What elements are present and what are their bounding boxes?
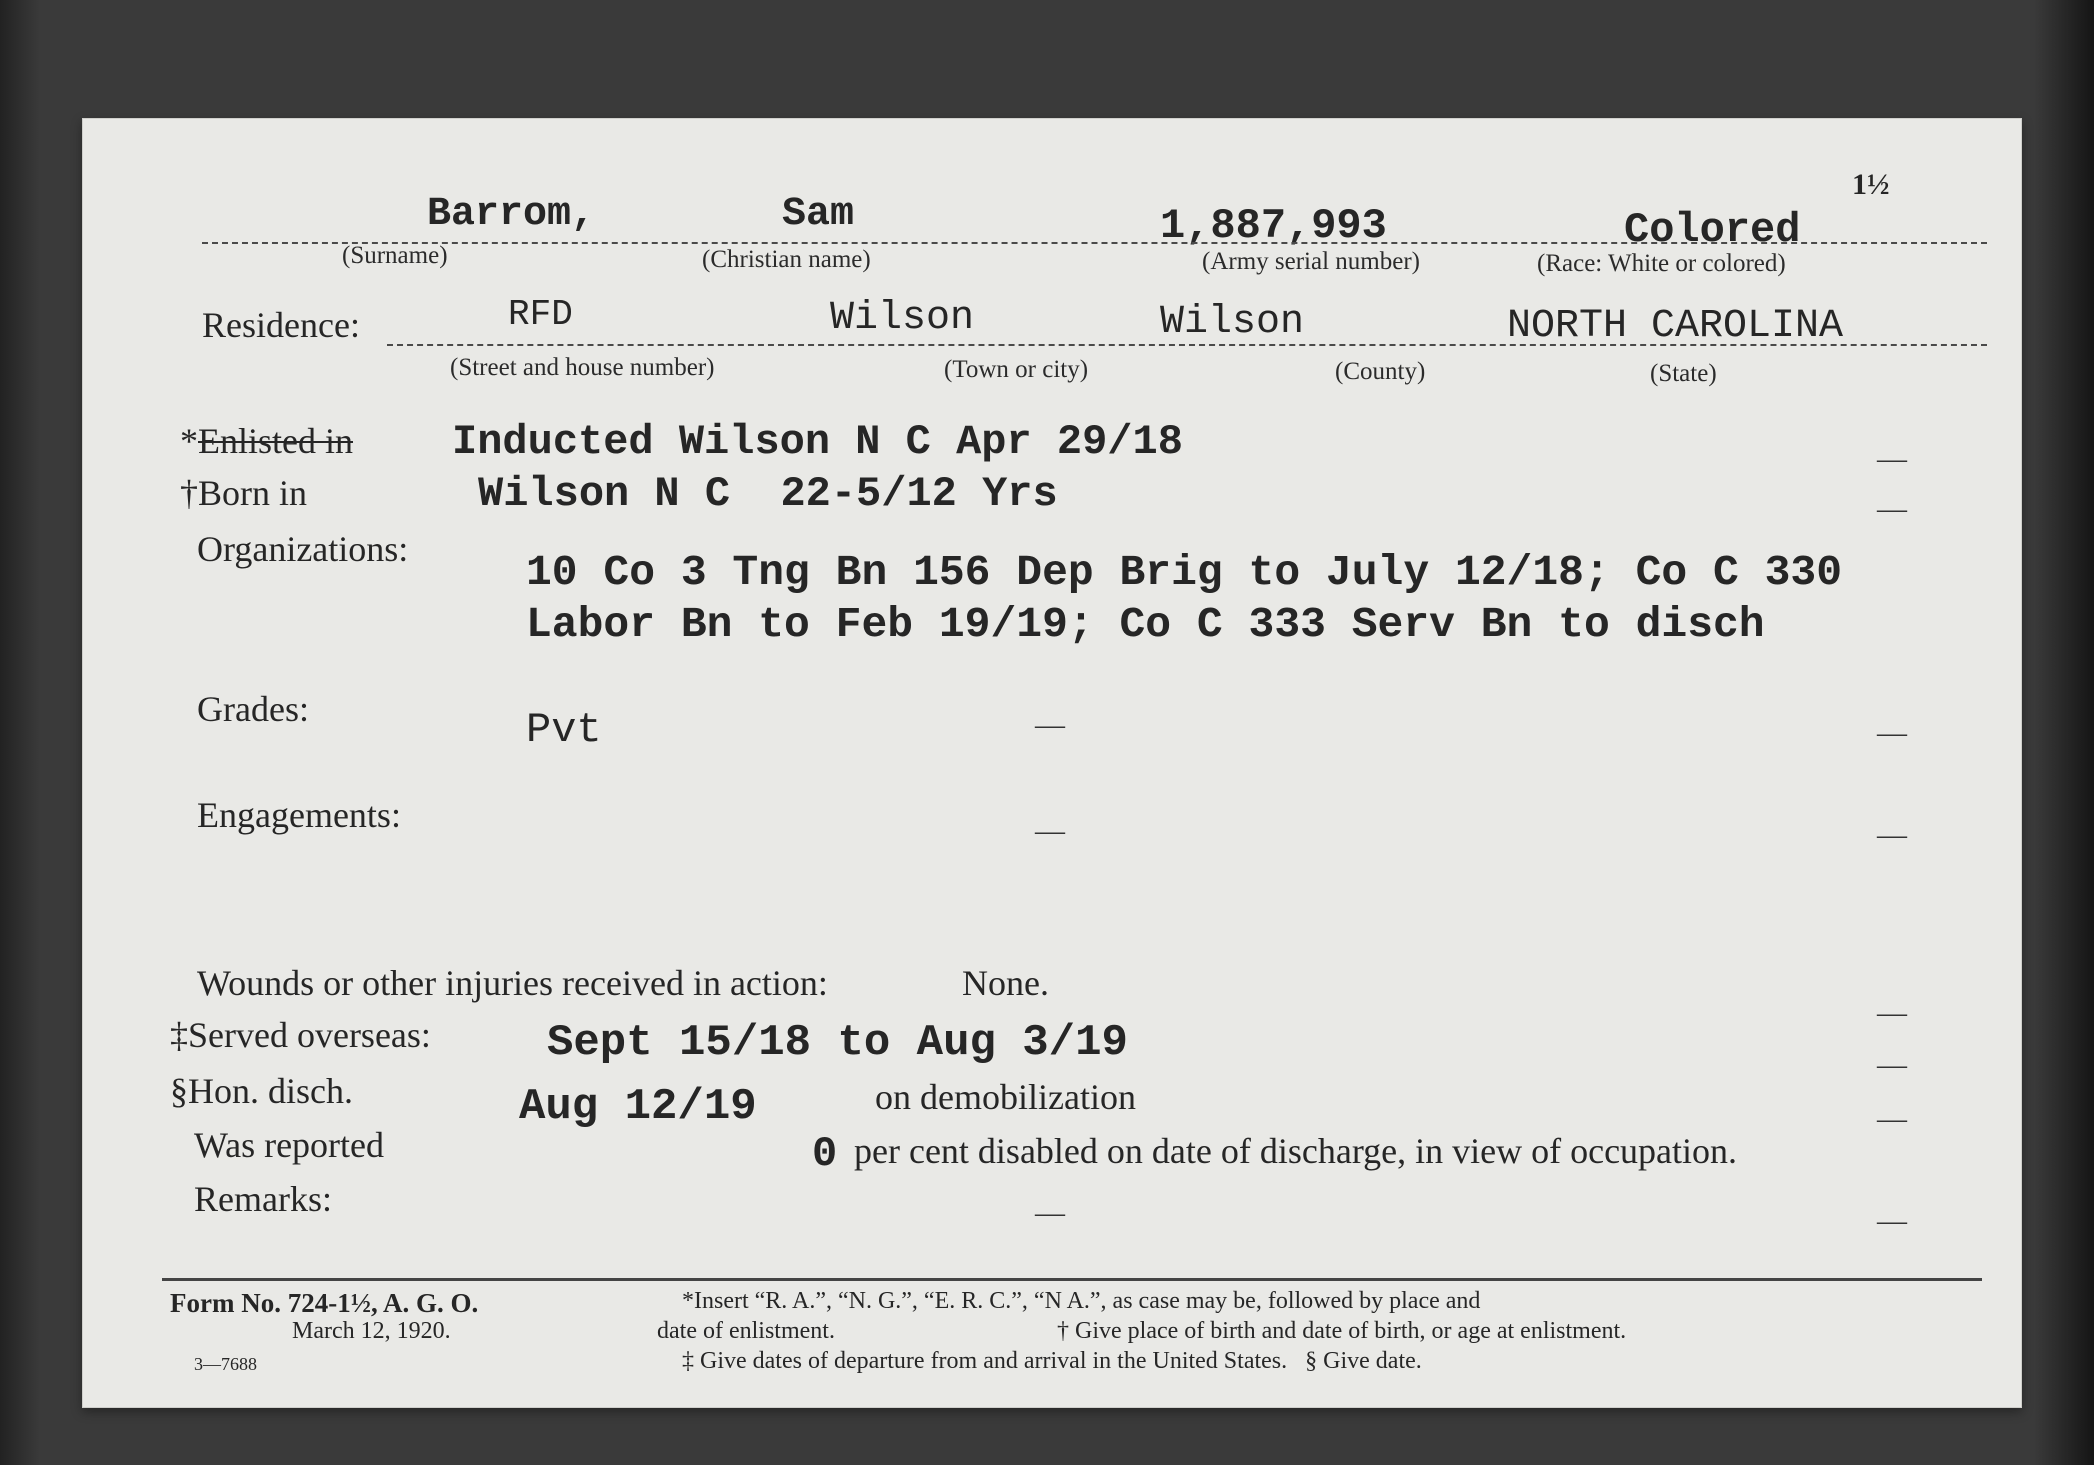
grades-dash: — — [1877, 716, 1907, 749]
footer-note-birth: † Give place of birth and date of birth, or age at enlistment. — [1057, 1318, 1627, 1344]
race-value: Colored — [1624, 206, 1801, 254]
residence-county-caption: (County) — [1335, 358, 1426, 385]
organizations-label: Organizations: — [197, 529, 409, 569]
born-value: Wilson N C 22-5/12 Yrs — [478, 470, 1058, 518]
service-record-card — [82, 118, 2022, 1408]
remarks-label: Remarks: — [194, 1179, 332, 1219]
scan-border-left — [0, 0, 40, 1465]
enlisted-marker: * — [180, 421, 198, 461]
remarks-dash: — — [1877, 1204, 1907, 1237]
christian-name-value: Sam — [782, 192, 855, 237]
serial-number-caption: (Army serial number) — [1202, 248, 1420, 275]
residence-underline — [387, 344, 1987, 346]
footer-rule — [162, 1278, 1982, 1281]
grades-value: Pvt — [526, 706, 602, 754]
footer-note-enlistment: *Insert “R. A.”, “N. G.”, “E. R. C.”, “N A.”, as case may be, followed by place and — [682, 1288, 1481, 1314]
discharge-marker: § — [170, 1071, 188, 1111]
discharge-value: Aug 12/19 — [519, 1082, 757, 1132]
discharge-label — [170, 1070, 353, 1112]
reported-value: 0 — [812, 1130, 838, 1178]
remarks-center-dash: — — [1035, 1196, 1065, 1229]
grades-label: Grades: — [197, 689, 309, 729]
discharge-dash: — — [1877, 1102, 1907, 1135]
race-caption: (Race: White or colored) — [1537, 250, 1786, 277]
discharge-note: on demobilization — [875, 1077, 1136, 1117]
form-number: Form No. 724-1½, A. G. O. — [170, 1288, 479, 1318]
discharge-label-text: Hon. disch. — [188, 1071, 353, 1111]
organizations-value-line2: Labor Bn to Feb 19/19; Co C 333 Serv Bn to disch — [526, 600, 1765, 649]
overseas-label-text: Served overseas: — [188, 1015, 431, 1055]
organizations-value-line1: 10 Co 3 Tng Bn 156 Dep Brig to July 12/18; Co C 330 — [526, 548, 1843, 597]
footer-note-enlistment-date: date of enlistment. — [657, 1318, 835, 1344]
footer-note-overseas-discharge: ‡ Give dates of departure from and arrival in the United States. § Give date. — [682, 1348, 1422, 1374]
residence-street-caption: (Street and house number) — [450, 354, 715, 381]
form-date: March 12, 1920. — [292, 1318, 451, 1344]
grades-center-dash: — — [1035, 708, 1065, 741]
enlisted-label-text: Enlisted in — [198, 421, 353, 461]
residence-street-value: RFD — [508, 294, 573, 335]
scan-border-right — [2034, 0, 2094, 1465]
print-number: 3—7688 — [194, 1354, 257, 1374]
born-marker: † — [180, 473, 198, 513]
residence-state-caption: (State) — [1650, 360, 1717, 387]
residence-town-caption: (Town or city) — [944, 356, 1089, 383]
reported-note: per cent disabled on date of discharge, in view of occupation. — [854, 1131, 1738, 1171]
engagements-center-dash: — — [1035, 814, 1065, 847]
overseas-value: Sept 15/18 to Aug 3/19 — [547, 1018, 1128, 1068]
wounds-dash: — — [1877, 996, 1907, 1029]
surname-caption: (Surname) — [342, 242, 448, 269]
wounds-label: Wounds or other injuries received in action: — [197, 963, 828, 1003]
wounds-value: None. — [962, 963, 1049, 1003]
residence-county-value: Wilson — [1160, 300, 1305, 345]
overseas-label — [170, 1014, 431, 1056]
born-dash: — — [1877, 492, 1907, 525]
residence-label: Residence: — [202, 305, 360, 345]
overseas-marker: ‡ — [170, 1015, 188, 1055]
born-label-text: Born in — [198, 473, 308, 513]
enlisted-label — [180, 420, 353, 462]
reported-label: Was reported — [194, 1125, 385, 1165]
residence-town-value: Wilson — [830, 296, 975, 341]
header-underline — [202, 242, 1987, 244]
overseas-dash: — — [1877, 1048, 1907, 1081]
born-label — [180, 472, 307, 514]
engagements-label: Engagements: — [197, 795, 401, 835]
enlisted-value: Inducted Wilson N C Apr 29/18 — [452, 418, 1183, 466]
residence-state-value: NORTH CAROLINA — [1507, 304, 1844, 349]
surname-value: Barrom, — [427, 192, 596, 237]
engagements-dash: — — [1877, 818, 1907, 851]
christian-name-caption: (Christian name) — [702, 246, 871, 273]
card-corner-number: 1½ — [1852, 168, 1890, 201]
enlisted-dash: — — [1877, 442, 1907, 475]
serial-number-value: 1,887,993 — [1160, 202, 1387, 250]
